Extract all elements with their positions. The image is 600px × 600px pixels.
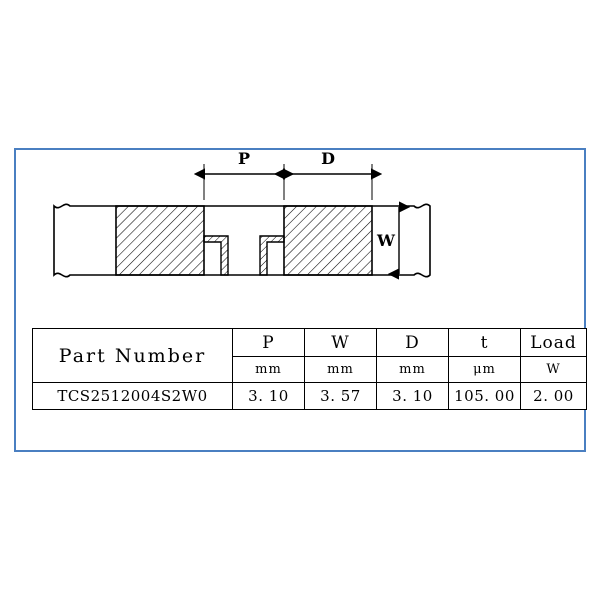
unit-t: μm [449, 357, 521, 383]
dimension-label-d: D [321, 150, 335, 168]
cell-w: 3. 57 [305, 383, 377, 410]
resistor-array-cross-section-drawing [16, 150, 584, 325]
header-p: P [233, 329, 305, 357]
unit-w: mm [305, 357, 377, 383]
specification-table [32, 328, 587, 410]
header-part-number: Part Number [33, 329, 233, 383]
extension-lines [204, 164, 372, 200]
header-w: W [305, 329, 377, 357]
unit-load: W [521, 357, 587, 383]
header-load: Load [521, 329, 587, 357]
header-d: D [377, 329, 449, 357]
drawing-sheet [14, 148, 586, 452]
cell-part-number: TCS2512004S2W0 [33, 383, 233, 410]
table-header-row-symbols [33, 329, 587, 357]
unit-p: mm [233, 357, 305, 383]
unit-d: mm [377, 357, 449, 383]
header-t: t [449, 329, 521, 357]
cell-load: 2. 00 [521, 383, 587, 410]
component-block-left [116, 206, 204, 275]
component-block-right [284, 206, 372, 275]
cell-p: 3. 10 [233, 383, 305, 410]
cell-d: 3. 10 [377, 383, 449, 410]
cell-t: 105. 00 [449, 383, 521, 410]
table-row [33, 383, 587, 410]
dimension-label-p: P [237, 150, 251, 168]
dimension-label-w: W [377, 231, 395, 250]
dimension-p [205, 150, 283, 174]
dimension-d [285, 150, 371, 174]
carrier-tape-body [54, 204, 430, 276]
